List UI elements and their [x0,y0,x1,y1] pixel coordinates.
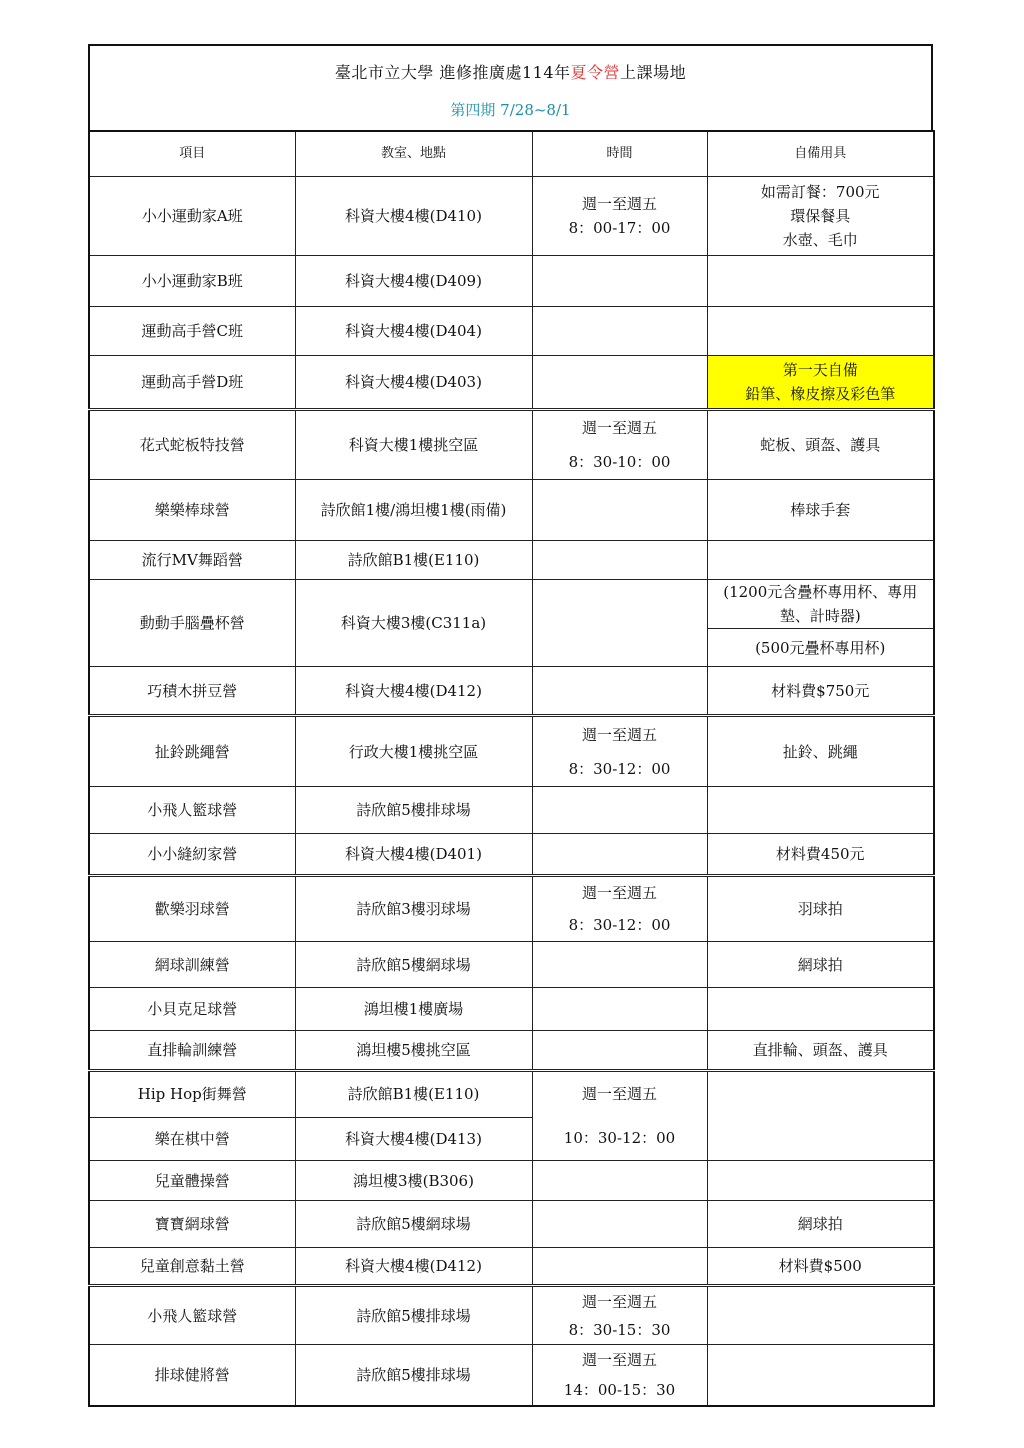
item-cell: 運動高手營D班 [89,356,295,410]
time-days: 週一至週五 [581,195,657,213]
location-cell: 科資大樓4樓(D404) [295,307,532,356]
location-cell: 科資大樓4樓(D401) [295,834,532,876]
supplies-cell [707,1071,934,1161]
supplies-cell [707,1161,934,1201]
time-cell [532,988,707,1031]
item-cell: 小貝克足球營 [89,988,295,1031]
supplies-cell [707,1345,934,1407]
location-cell: 詩欣館5樓網球場 [295,942,532,988]
title-suffix: 上課場地 [620,63,687,82]
supplies-cell: 蛇板、頭盔、護具 [707,410,934,480]
header-supplies: 自備用具 [707,131,934,177]
time-range: 8：00-17：00 [568,219,671,237]
table-row [89,834,934,876]
item-cell: 寶寶網球營 [89,1201,295,1248]
item-cell: 小飛人籃球營 [89,787,295,834]
header-time: 時間 [532,131,707,177]
supplies-cell [707,307,934,356]
time-days: 週一至週五 [581,1085,657,1103]
table-row [89,356,934,410]
location-cell: 詩欣館1樓/鴻坦樓1樓(雨備) [295,480,532,541]
item-cell: 兒童創意黏土營 [89,1248,295,1286]
period-label: 第四期 7/28~8/1 [450,101,571,119]
supply-line: 環保餐具 [790,207,851,225]
table-row [89,1345,934,1407]
supplies-cell [707,541,934,580]
table-row [89,410,934,480]
item-cell: 直排輪訓練營 [89,1031,295,1071]
location-cell: 科資大樓4樓(D412) [295,1248,532,1286]
supplies-cell: 網球拍 [707,942,934,988]
table-row [89,787,934,834]
location-cell: 行政大樓1樓挑空區 [295,716,532,787]
supplies-cell: 棒球手套 [707,480,934,541]
time-cell [532,1071,707,1161]
time-range: 8：30-12：00 [568,759,671,778]
location-cell: 科資大樓3樓(C311a) [295,580,532,667]
time-cell [532,1201,707,1248]
item-cell: 小小運動家B班 [89,256,295,307]
supply-line: 鉛筆、橡皮擦及彩色筆 [745,385,896,403]
supplies-cell: 材料費$500 [707,1248,934,1286]
supplies-cell [707,177,934,256]
location-cell: 科資大樓4樓(D413) [295,1117,532,1160]
item-cell: 流行MV舞蹈營 [89,541,295,580]
location-cell: 科資大樓1樓挑空區 [295,410,532,480]
table-row [89,667,934,716]
table-row [89,716,934,787]
time-days: 週一至週五 [581,1351,657,1369]
time-cell [532,716,707,787]
table-row [89,1286,934,1345]
time-cell [532,1248,707,1286]
table-row [89,541,934,580]
time-days: 週一至週五 [581,419,657,437]
item-cell: 小小運動家A班 [89,177,295,256]
item-cell: 動動手腦疊杯營 [89,580,295,667]
item-cell: 巧積木拼豆營 [89,667,295,716]
item-cell: 運動高手營C班 [89,307,295,356]
table-row [89,988,934,1031]
time-cell [532,256,707,307]
title-prefix: 臺北市立大學 進修推廣處114年 [334,63,571,82]
supplies-cell: 材料費$750元 [707,667,934,716]
time-cell [532,480,707,541]
item-cell: 樂在棋中營 [89,1117,295,1160]
supplies-cell: (500元疊杯專用杯) [707,629,934,667]
header-location: 教室、地點 [295,131,532,177]
time-range: 8：30-15：30 [568,1320,671,1339]
location-cell: 科資大樓4樓(D412) [295,667,532,716]
supplies-cell [707,988,934,1031]
table-row [89,480,934,541]
item-cell: 兒童體操營 [89,1161,295,1201]
item-cell: 小飛人籃球營 [89,1286,295,1345]
table-row [89,307,934,356]
supplies-cell: 網球拍 [707,1201,934,1248]
time-range: 10：30-12：00 [563,1129,676,1147]
item-cell: 扯鈴跳繩營 [89,716,295,787]
supply-line: 第一天自備 [782,361,858,379]
location-cell: 詩欣館5樓排球場 [295,1345,532,1407]
supplies-cell: 扯鈴、跳繩 [707,716,934,787]
time-cell [532,876,707,942]
title-box [88,44,933,130]
time-cell [532,307,707,356]
schedule-table [88,130,935,1407]
time-cell [532,942,707,988]
time-days: 週一至週五 [581,725,657,744]
time-cell [532,1031,707,1071]
time-days: 週一至週五 [581,1292,657,1311]
location-cell: 科資大樓4樓(D410) [295,177,532,256]
supply-line: 水壺、毛巾 [782,231,858,249]
table-row [89,177,934,256]
supplies-cell: 材料費450元 [707,834,934,876]
supplies-cell [707,1286,934,1345]
supply-line: 如需訂餐：700元 [760,183,880,201]
location-cell: 詩欣館5樓網球場 [295,1201,532,1248]
time-cell [532,1161,707,1201]
table-row [89,1161,934,1201]
item-cell: Hip Hop街舞營 [89,1071,295,1118]
time-cell [532,410,707,480]
location-cell: 詩欣館5樓排球場 [295,1286,532,1345]
header-item: 項目 [89,131,295,177]
location-cell: 鴻坦樓3樓(B306) [295,1161,532,1201]
time-cell [532,541,707,580]
schedule-sheet [88,44,933,1407]
table-row [89,942,934,988]
item-cell: 小小縫紉家營 [89,834,295,876]
highlight-note [708,356,934,408]
supplies-cell [707,356,934,410]
time-cell [532,1345,707,1407]
table-row [89,580,934,629]
table-row [89,1248,934,1286]
supplies-cell: 直排輪、頭盔、護具 [707,1031,934,1071]
location-cell: 詩欣館3樓羽球場 [295,876,532,942]
item-cell: 網球訓練營 [89,942,295,988]
location-cell: 科資大樓4樓(D403) [295,356,532,410]
location-cell: 鴻坦樓1樓廣場 [295,988,532,1031]
time-days: 週一至週五 [581,884,657,902]
item-cell: 歡樂羽球營 [89,876,295,942]
table-row [89,256,934,307]
table-row [89,1201,934,1248]
title-highlight: 夏令營 [570,63,621,82]
item-cell: 排球健將營 [89,1345,295,1407]
header-row [89,131,934,177]
item-cell: 樂樂棒球營 [89,480,295,541]
location-cell: 科資大樓4樓(D409) [295,256,532,307]
location-cell: 詩欣館B1樓(E110) [295,541,532,580]
time-cell [532,667,707,716]
supplies-cell: 羽球拍 [707,876,934,942]
item-cell: 花式蛇板特技營 [89,410,295,480]
supplies-cell: (1200元含疊杯專用杯、專用墊、計時器) [707,580,934,629]
time-cell [532,834,707,876]
table-row [89,876,934,942]
table-row [89,1071,934,1118]
supplies-cell [707,256,934,307]
time-cell [532,177,707,256]
time-range: 14：00-15：30 [563,1381,676,1399]
page-title [90,46,931,83]
time-cell [532,356,707,410]
time-cell [532,787,707,834]
time-range: 8：30-10：00 [568,453,671,471]
table-row [89,1031,934,1071]
time-range: 8：30-12：00 [568,916,671,934]
location-cell: 詩欣館5樓排球場 [295,787,532,834]
location-cell: 鴻坦樓5樓挑空區 [295,1031,532,1071]
location-cell: 詩欣館B1樓(E110) [295,1071,532,1118]
time-cell [532,1286,707,1345]
supplies-cell [707,787,934,834]
time-cell [532,580,707,667]
